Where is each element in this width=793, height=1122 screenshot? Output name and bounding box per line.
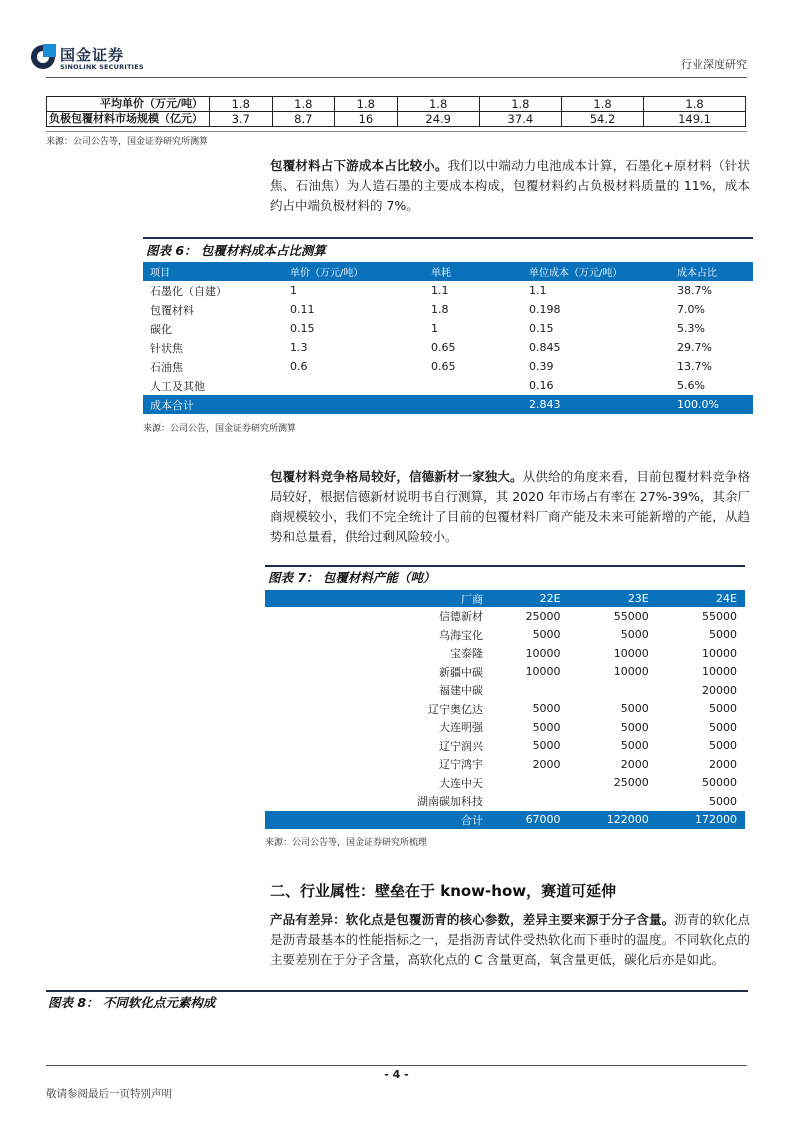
table-row <box>265 774 745 793</box>
table-cell <box>424 395 522 414</box>
table-cell: 大连中天 <box>439 776 483 790</box>
table-cell: 5000 <box>620 739 649 753</box>
table-cell: 5.3% <box>677 322 705 335</box>
table-cell: 1.8 <box>272 97 335 112</box>
table-cell: 人工及其他 <box>150 379 205 393</box>
paragraph-lead: 产品有差异：软化点是包覆沥青的核心参数，差异主要来源于分子含量。 <box>270 912 675 927</box>
table-row <box>265 663 745 682</box>
table-cell: 5000 <box>709 739 737 753</box>
table-cell: 3.7 <box>210 112 273 127</box>
table-cell: 10000 <box>525 646 561 660</box>
table-header-row <box>143 262 753 281</box>
table-cell: 5.6% <box>677 379 705 392</box>
figure-8-top-line <box>46 990 748 992</box>
table-row <box>265 681 745 700</box>
paragraph-competition <box>270 467 750 547</box>
table-row <box>47 97 746 112</box>
table-cell: 0.39 <box>529 360 554 373</box>
table-cell: 10000 <box>613 646 649 660</box>
table-cell <box>569 792 657 811</box>
table-cell: 149.1 <box>644 112 746 127</box>
page-number: - 4 - <box>384 1068 409 1081</box>
table-cell: 25000 <box>613 776 649 790</box>
market-size-table <box>46 96 746 127</box>
table-cell: 1 <box>290 284 297 297</box>
table-row <box>265 700 745 719</box>
figure-6-source: 来源：公司公告，国金证券研究所测算 <box>143 424 297 434</box>
table-cell: 0.11 <box>290 303 315 316</box>
table-cell: 大连明强 <box>439 721 483 735</box>
table-cell: 5000 <box>620 628 649 642</box>
table-cell: 1.8 <box>479 97 561 112</box>
table-cell <box>283 395 424 414</box>
column-header: 厂商 <box>265 590 491 607</box>
table-cell: 20000 <box>702 683 737 697</box>
table-cell: 172000 <box>657 811 745 830</box>
table-cell: 碳化 <box>150 322 172 336</box>
table-row <box>265 626 745 645</box>
table-cell: 2.843 <box>522 395 670 414</box>
table-cell: 10000 <box>702 646 737 660</box>
table-cell: 0.198 <box>529 303 561 316</box>
column-header: 单价（万元/吨） <box>283 262 424 281</box>
table-cell: 5000 <box>532 702 561 716</box>
column-header: 22E <box>491 590 569 607</box>
row-label: 平均单价（万元/吨） <box>47 97 210 112</box>
table-cell: 新疆中碳 <box>439 665 483 679</box>
table-cell: 5000 <box>532 739 561 753</box>
paragraph-lead: 包覆材料竞争格局较好，信德新材一家独大。 <box>270 469 523 484</box>
table-cell: 1.8 <box>431 303 449 316</box>
report-type: 行业深度研究 <box>681 58 747 71</box>
table-cell: 8.7 <box>272 112 335 127</box>
table-cell: 5000 <box>709 628 737 642</box>
column-header: 单位成本（万元/吨） <box>522 262 670 281</box>
table-header-row <box>265 590 745 607</box>
table-cell: 2000 <box>532 757 561 771</box>
table-cell <box>491 681 569 700</box>
table-cell: 7.0% <box>677 303 705 316</box>
header-divider <box>46 77 747 78</box>
table-cell: 100.0% <box>670 395 753 414</box>
figure-6-table <box>143 262 753 414</box>
figure-7-source: 来源：公司公告等，国金证券研究所梳理 <box>265 838 428 848</box>
table-cell: 1.8 <box>644 97 746 112</box>
table-row <box>143 376 753 395</box>
table-cell <box>491 774 569 793</box>
table-cell: 5000 <box>709 794 737 808</box>
table-cell: 25000 <box>525 609 561 623</box>
table-cell: 10000 <box>613 665 649 679</box>
table-cell: 5000 <box>709 702 737 716</box>
logo-text-cn: 国金证券 <box>60 46 125 64</box>
table-cell: 1.8 <box>210 97 273 112</box>
table-cell: 10000 <box>525 665 561 679</box>
table-row <box>265 792 745 811</box>
table-cell: 55000 <box>702 609 737 623</box>
paragraph-lead: 包覆材料占下游成本占比较小。 <box>270 158 448 173</box>
table-row <box>47 112 746 127</box>
footer-divider <box>46 1065 747 1066</box>
disclaimer-note: 敬请参阅最后一页特别声明 <box>46 1088 172 1100</box>
table-source: 来源：公司公告等，国金证券研究所测算 <box>46 137 209 147</box>
table-cell: 0.6 <box>290 360 308 373</box>
table-cell: 0.845 <box>529 341 561 354</box>
table-row <box>265 737 745 756</box>
table-cell: 16 <box>335 112 398 127</box>
paragraph-body: 从供给的角度来看，目前包覆材料竞争格局较好，根据信德新材说明书自行测算，其 2020 年市场占有率在 27%-39%，其余厂商规模较小，我们不完全统计了目前的包覆材料厂商产能及未来可能新增的产能，从趋势和总量看，供给过剩风险较小。 <box>270 469 750 544</box>
table-cell: 5000 <box>532 628 561 642</box>
table-cell: 5000 <box>620 702 649 716</box>
table-row <box>143 281 753 300</box>
table-row <box>265 718 745 737</box>
table-cell: 10000 <box>702 665 737 679</box>
table-cell: 针状焦 <box>150 341 183 355</box>
table-cell: 辽宁奥亿达 <box>428 702 483 716</box>
table-cell: 50000 <box>702 776 737 790</box>
table-cell <box>491 792 569 811</box>
table-cell: 成本合计 <box>143 395 283 414</box>
table-cell: 122000 <box>569 811 657 830</box>
table-cell <box>424 376 522 395</box>
table-cell: 29.7% <box>677 341 712 354</box>
table-cell: 辽宁鸿宇 <box>439 758 483 772</box>
table-cell: 包覆材料 <box>150 303 194 317</box>
table-cell <box>283 376 424 395</box>
table-cell: 1.8 <box>397 97 479 112</box>
table-row <box>265 607 745 626</box>
figure-6-top-line <box>143 237 753 239</box>
column-header: 24E <box>657 590 745 607</box>
table-cell <box>569 681 657 700</box>
table-row <box>143 300 753 319</box>
table-row <box>265 644 745 663</box>
table-cell: 0.65 <box>431 341 456 354</box>
sinolink-logo-icon <box>30 44 56 70</box>
table-cell: 0.15 <box>290 322 315 335</box>
column-header: 单耗 <box>424 262 522 281</box>
table-cell: 38.7% <box>677 284 712 297</box>
table-cell: 乌海宝化 <box>439 628 483 642</box>
figure-6-caption: 图表 6： 包覆材料成本占比测算 <box>146 243 326 258</box>
table-row <box>143 338 753 357</box>
table-cell: 石墨化（自建） <box>150 284 227 298</box>
table-cell: 辽宁润兴 <box>439 739 483 753</box>
table-cell: 0.15 <box>529 322 554 335</box>
source-divider <box>46 131 747 132</box>
table-cell: 福建中碳 <box>439 684 483 698</box>
table-cell: 2000 <box>620 757 649 771</box>
table-row <box>143 319 753 338</box>
table-cell: 信德新材 <box>439 610 483 624</box>
table-cell: 0.16 <box>529 379 554 392</box>
table-cell: 1 <box>431 322 438 335</box>
paragraph-softening-point <box>270 910 750 970</box>
table-cell: 0.65 <box>431 360 456 373</box>
table-row <box>143 357 753 376</box>
table-cell: 湖南碳加科技 <box>417 795 483 809</box>
table-cell: 55000 <box>613 609 649 623</box>
table-cell: 2000 <box>709 757 737 771</box>
table-cell: 1.8 <box>561 97 643 112</box>
figure-7-table <box>265 590 745 829</box>
table-cell: 13.7% <box>677 360 712 373</box>
table-cell: 石油焦 <box>150 360 183 374</box>
row-label: 负极包覆材料市场规模（亿元） <box>47 112 210 127</box>
paragraph-cost-share <box>270 156 750 216</box>
table-cell: 5000 <box>532 720 561 734</box>
table-cell: 37.4 <box>479 112 561 127</box>
column-header: 23E <box>569 590 657 607</box>
table-cell: 5000 <box>709 720 737 734</box>
table-cell: 1.1 <box>431 284 449 297</box>
table-cell: 1.1 <box>529 284 547 297</box>
table-row <box>265 755 745 774</box>
table-total-row <box>143 395 753 414</box>
figure-7-top-line <box>265 565 745 567</box>
table-cell: 宝泰隆 <box>450 647 483 661</box>
column-header: 项目 <box>143 262 283 281</box>
table-cell: 54.2 <box>561 112 643 127</box>
paragraph-body: 我们以中端动力电池成本计算，石墨化+原材料（针状焦、石油焦）为人造石墨的主要成本构成，包覆材料约占负极材料质量的 11%，成本约占中端负极材料的 7%。 <box>270 158 750 213</box>
table-cell: 67000 <box>491 811 569 830</box>
paragraph-body: 沥青的软化点是沥青最基本的性能指标之一，是指沥青试件受热软化而下垂时的温度。不同软化点的主要差别在于分子含量，高软化点的 C 含量更高，氧含量更低，碳化后亦是如此。 <box>270 912 750 967</box>
table-cell: 5000 <box>620 720 649 734</box>
table-cell: 合计 <box>265 811 491 830</box>
table-total-row <box>265 811 745 830</box>
logo-text-en: SINOLINK SECURITIES <box>60 63 144 71</box>
column-header: 成本占比 <box>670 262 753 281</box>
table-cell: 24.9 <box>397 112 479 127</box>
table-cell: 1.3 <box>290 341 308 354</box>
table-cell: 1.8 <box>335 97 398 112</box>
figure-7-caption: 图表 7： 包覆材料产能（吨） <box>268 570 436 585</box>
figure-8-caption: 图表 8： 不同软化点元素构成 <box>48 995 216 1010</box>
section-title: 二、行业属性：壁垒在于 know-how，赛道可延伸 <box>270 882 617 900</box>
